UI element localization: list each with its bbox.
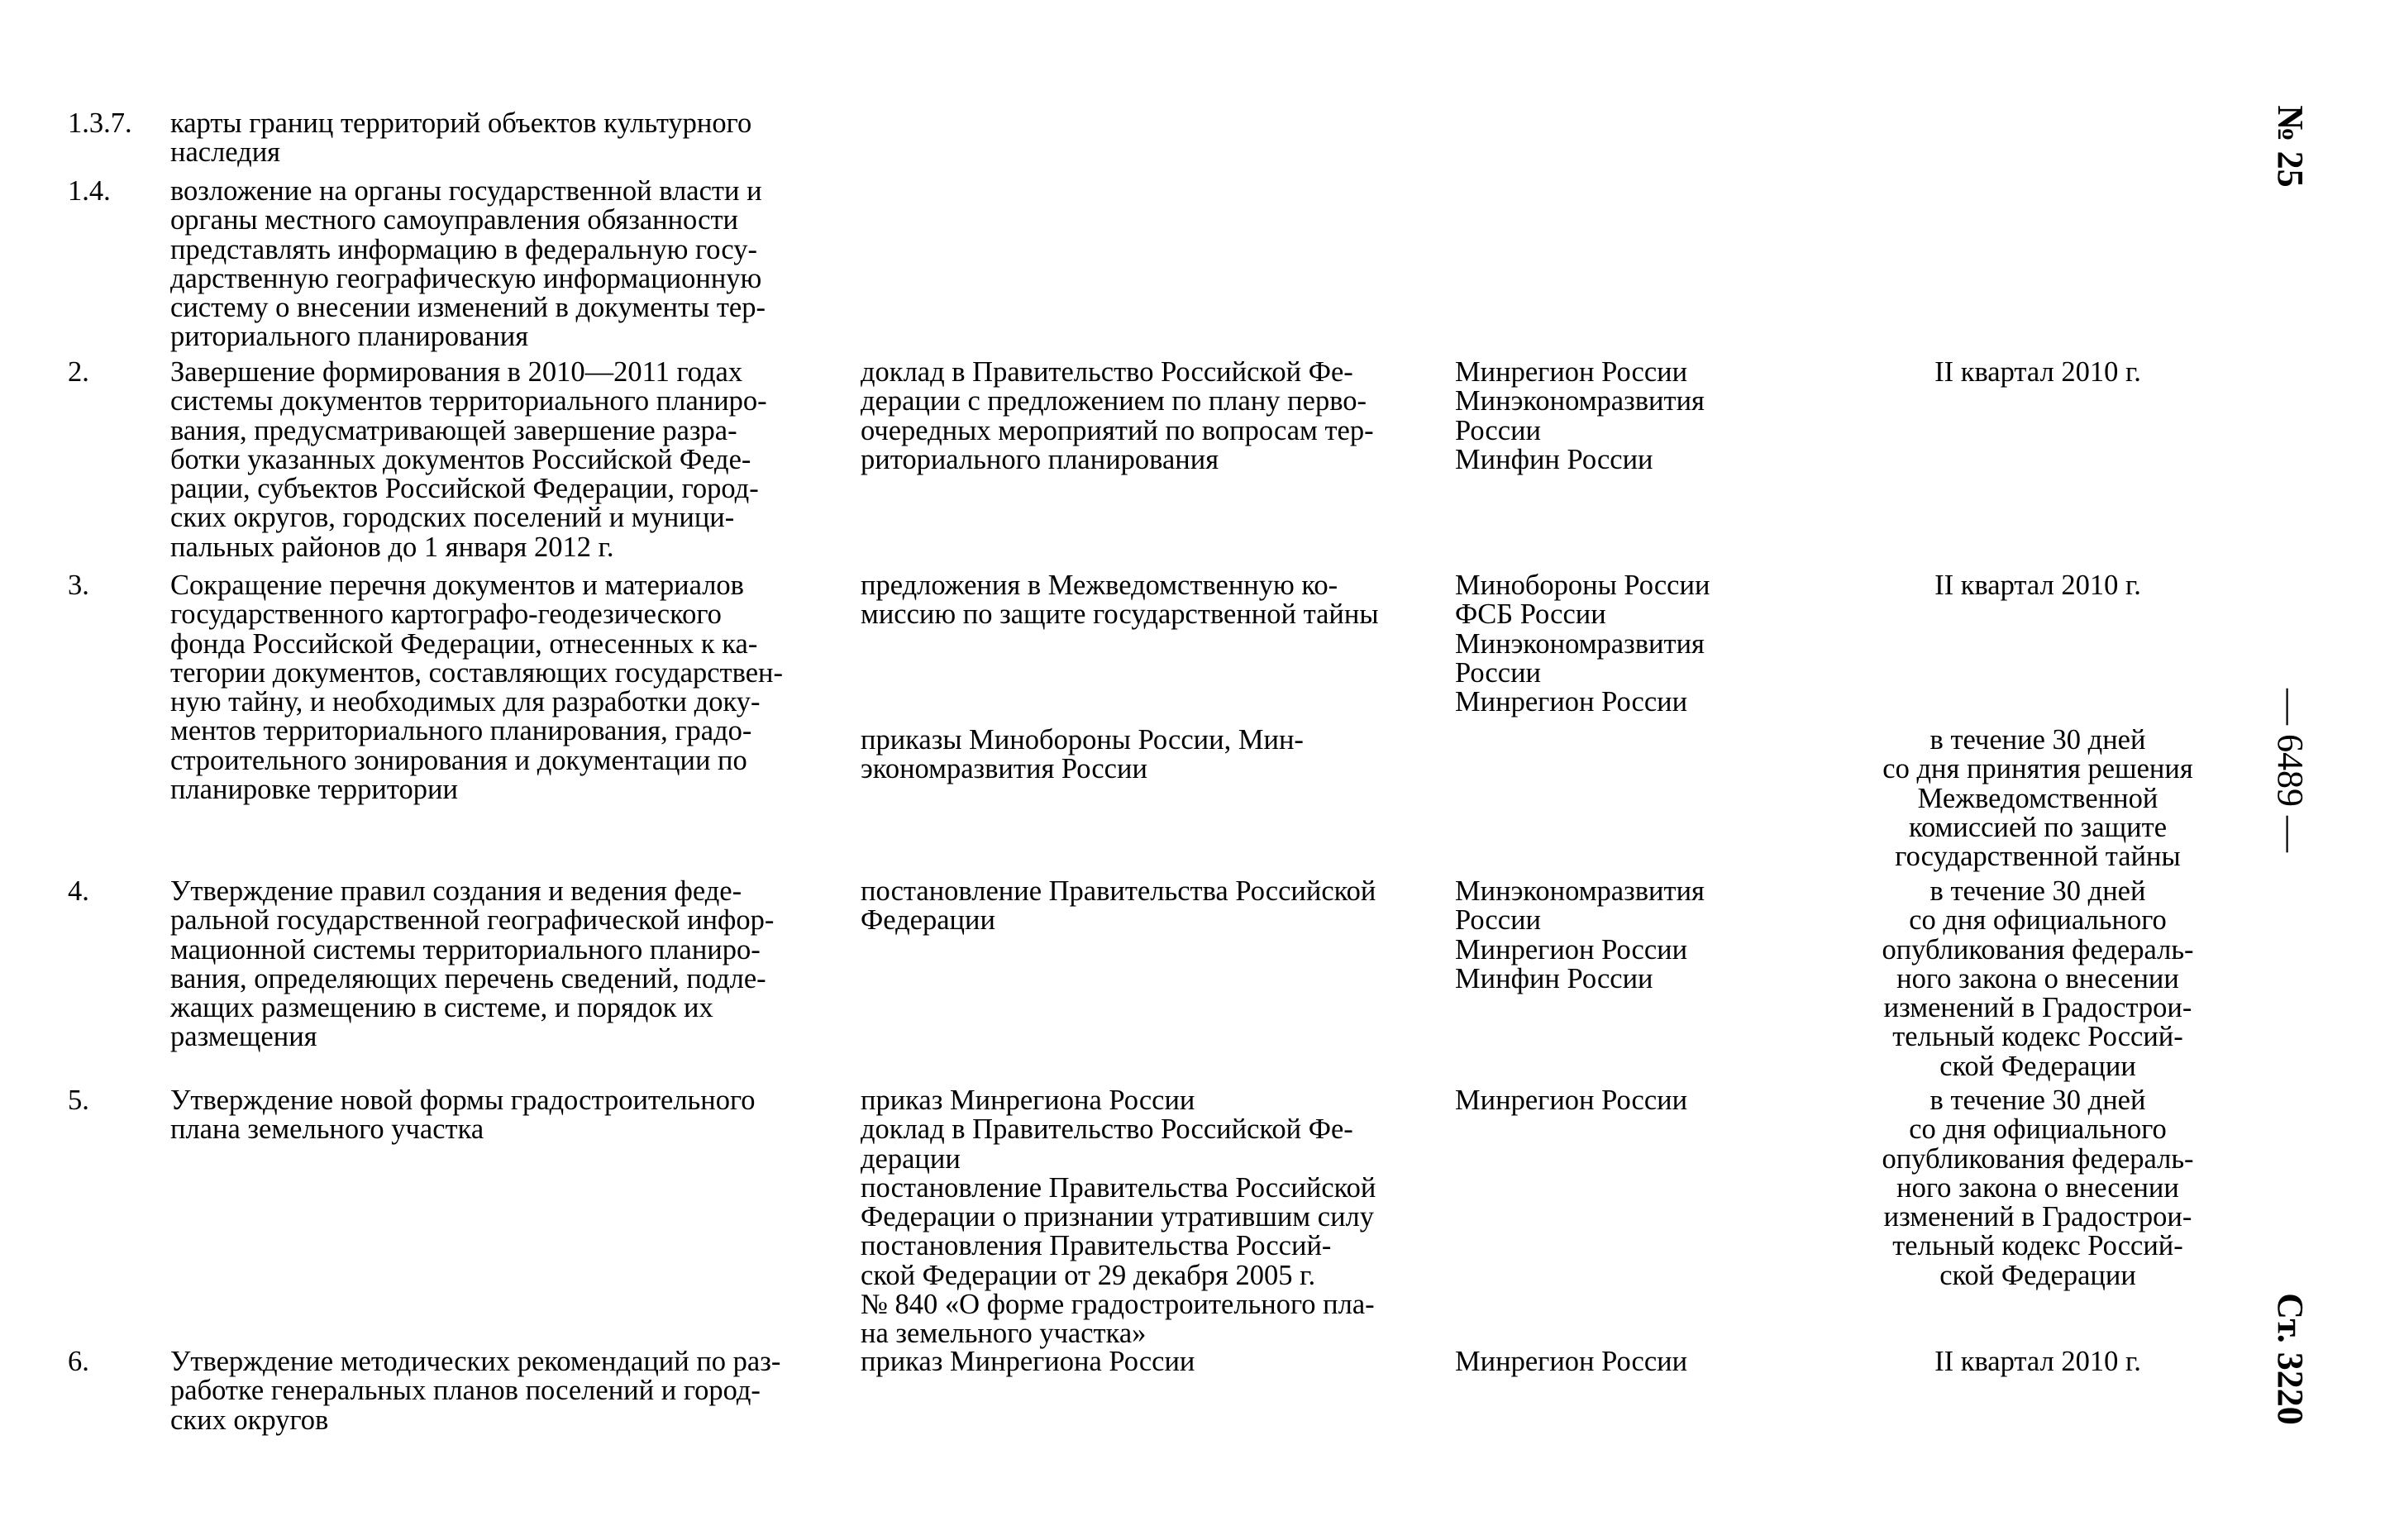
- article-number: Ст. 3220: [2270, 1293, 2311, 1425]
- row-number: 1.4.: [68, 175, 111, 207]
- row-number: 3.: [68, 570, 89, 601]
- row-executors: Минобороны России ФСБ России Минэкономразвития России Минрегион России: [1455, 570, 1710, 718]
- page-number: — 6489 —: [2270, 689, 2311, 852]
- row-number: 4.: [68, 875, 89, 907]
- row-document-secondary: приказы Минобороны России, Мин- экономразвития России: [861, 724, 1304, 785]
- row-description: Завершение формирования в 2010—2011 годах системы документов территориального планиро- вания, предусматривающей завершение разра- ботки указанных документов Российской Феде- рации, субъектов Российской Федерации, город- ских округов, городских поселений и муници- пальных районов до 1 января 2012 г.: [170, 356, 767, 563]
- row-description: Утверждение правил создания и ведения феде- ральной государственной географической инфор- мационной системы территориального планиро- вания, определяющих перечень сведений, подле- жащих размещению в системе, и порядок их размещения: [170, 875, 775, 1053]
- row-term: II квартал 2010 г.: [1934, 570, 2141, 601]
- row-number: 2.: [68, 356, 89, 388]
- row-term: II квартал 2010 г.: [1934, 1346, 2141, 1377]
- row-description: возложение на органы государственной власти и органы местного самоуправления обязанности представлять информацию в федеральную госу- дарственную географическую информационную систему о внесении изменений в документы тер- риториального планирования: [170, 175, 766, 353]
- row-executors: Минрегион России: [1455, 1346, 1688, 1377]
- row-document: приказ Минрегиона России доклад в Правительство Российской Фе- дерации постановление Правительства Российской Федерации о признании утратившим силу постановления Правительства Россий- ской Федерации от 29 декабря 2005 г. № 840 «О форме градостроительного пла- на земельного участка»: [861, 1085, 1376, 1350]
- row-description: Утверждение методических рекомендаций по раз- работке генеральных планов поселений и город- ских округов: [170, 1346, 781, 1436]
- row-term: в течение 30 дней со дня официального опубликования федераль- ного закона о внесении изменений в Градострои- тельный кодекс Россий- ской Федерации: [1882, 875, 2194, 1082]
- row-number: 1.3.7.: [68, 107, 132, 139]
- row-description: карты границ территорий объектов культурного наследия: [170, 107, 752, 169]
- row-term-secondary: в течение 30 дней со дня принятия решения Межведомственной комиссией по защите государственной тайны: [1882, 724, 2193, 873]
- row-executors: Минэкономразвития России Минрегион России Минфин России: [1455, 875, 1705, 994]
- row-term: в течение 30 дней со дня официального опубликования федераль- ного закона о внесении изменений в Градострои- тельный кодекс Россий- ской Федерации: [1882, 1085, 2194, 1291]
- row-executors: Минрегион России Минэкономразвития России Минфин России: [1455, 356, 1705, 475]
- row-number: 6.: [68, 1346, 89, 1377]
- row-description: Сокращение перечня документов и материалов государственного картографо-геодезического фонда Российской Федерации, отнесенных к ка- тегории документов, составляющих государствен- ную тайну, и необходимых для разработки доку- ментов территориального планирования, градо- строительного зонирования и документации по планировке территории: [170, 570, 783, 806]
- row-document: предложения в Межведомственную ко- миссию по защите государственной тайны: [861, 570, 1379, 631]
- row-term: II квартал 2010 г.: [1934, 356, 2141, 388]
- row-executors: Минрегион России: [1455, 1085, 1688, 1116]
- issue-number: № 25: [2270, 105, 2311, 188]
- row-document: постановление Правительства Российской Федерации: [861, 875, 1376, 937]
- row-number: 5.: [68, 1085, 89, 1116]
- row-document: доклад в Правительство Российской Фе- дерации с предложением по плану перво- очередных мероприятий по вопросам тер- риториального планирования: [861, 356, 1374, 475]
- row-document: приказ Минрегиона России: [861, 1346, 1195, 1377]
- row-description: Утверждение новой формы градостроительного плана земельного участка: [170, 1085, 756, 1146]
